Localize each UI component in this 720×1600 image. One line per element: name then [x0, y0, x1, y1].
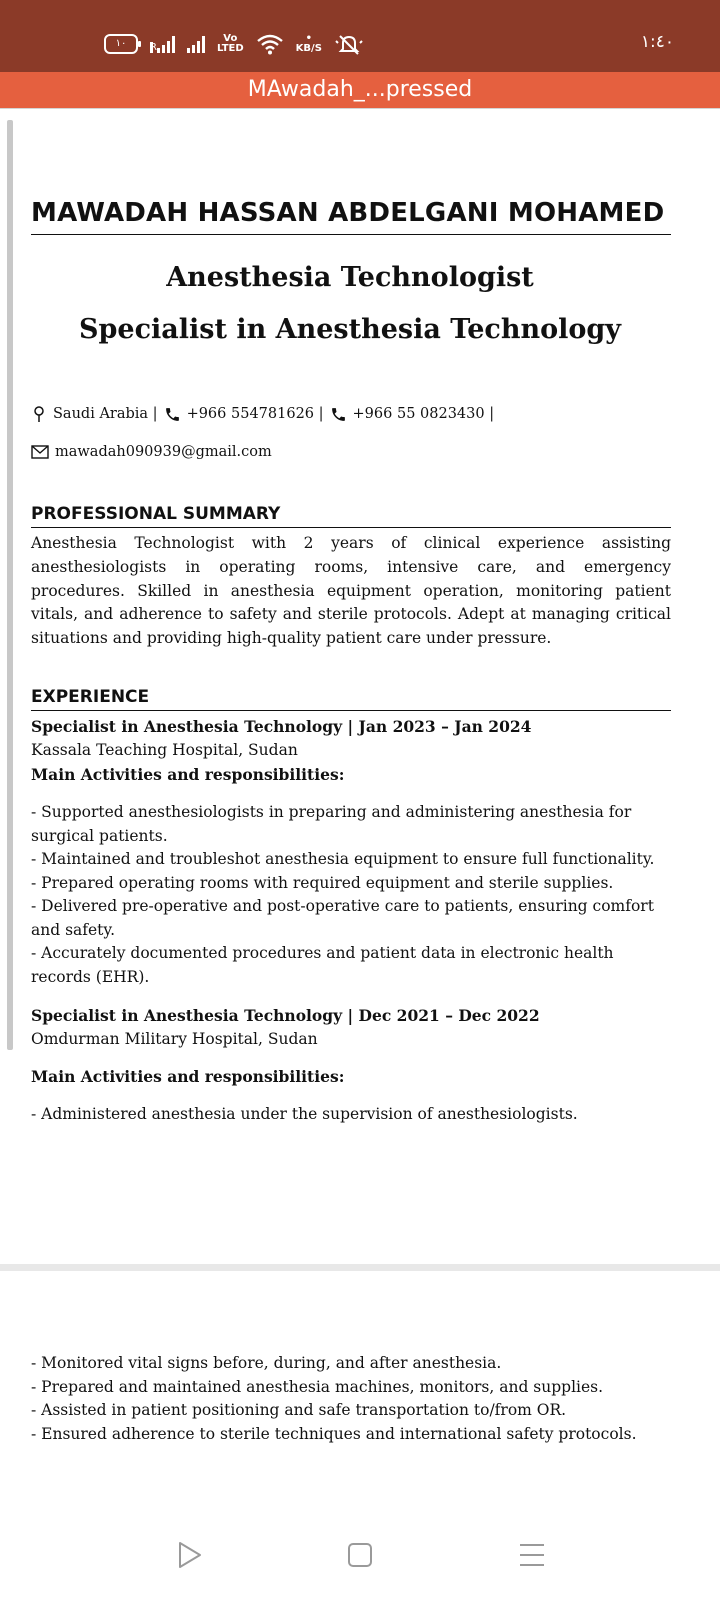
job-1-bullet: - Accurately documented procedures and patient data in electronic health records (EHR). — [31, 944, 614, 986]
phone-icon — [164, 406, 181, 423]
job-2-bullet: - Administered anesthesia under the supervision of anesthesiologists. — [31, 1105, 578, 1123]
battery-icon: ١٠ — [104, 34, 138, 54]
document-title-bar[interactable]: MAwadah_...pressed — [0, 72, 720, 109]
job-1-bullet: - Maintained and troubleshot anesthesia equipment to ensure full functionality. — [31, 850, 655, 868]
volte-bottom-text: LTED — [217, 43, 244, 54]
job-title-primary: Anesthesia Technologist — [166, 262, 534, 293]
status-bar — [0, 0, 720, 72]
home-square-icon — [347, 1542, 373, 1568]
job-1-activities-heading: Main Activities and responsibilities: — [31, 765, 345, 784]
back-button[interactable] — [170, 1535, 210, 1575]
page-break — [0, 1264, 720, 1271]
back-triangle-icon — [176, 1540, 204, 1570]
phone-2-text: +966 55 0823430 | — [352, 406, 495, 422]
job-2-bullet: - Monitored vital signs before, during, and after anesthesia. — [31, 1354, 502, 1372]
signal-strength-icon — [150, 35, 175, 53]
speed-unit-text: KB/S — [295, 43, 322, 54]
job-2-bullet: - Prepared and maintained anesthesia machines, monitors, and supplies. — [31, 1378, 604, 1396]
location-text: Saudi Arabia | — [53, 406, 158, 422]
home-button[interactable] — [340, 1535, 380, 1575]
signal-strength-2-icon — [187, 35, 205, 53]
job-2-place: Omdurman Military Hospital, Sudan — [31, 1030, 318, 1048]
summary-text: Anesthesia Technologist with 2 years of clinical experience assisting anesthesiologists in operating rooms, intensive care, and emergency procedures. Skilled in anesthesia equipment operation, monitoring patient vitals, and adherence to safety and sterile protocols. Adept at managing critical situations and providing high-quality patient care under pressure. — [31, 534, 671, 648]
resume-name: MAWADAH HASSAN ABDELGANI MOHAMED — [31, 198, 671, 235]
job-1-bullet: - Supported anesthesiologists in preparing and administering anesthesia for surgical patients. — [31, 803, 632, 845]
volte-top-text: Vo — [223, 33, 238, 44]
roaming-label: R — [150, 42, 157, 53]
email-icon — [31, 445, 49, 459]
wifi-icon — [256, 33, 284, 55]
menu-lines-icon — [518, 1542, 546, 1568]
job-title-secondary: Specialist in Anesthesia Technology — [79, 314, 621, 345]
summary-heading: PROFESSIONAL SUMMARY — [31, 504, 671, 528]
job-1-bullet: - Delivered pre-operative and post-operative care to patients, ensuring comfort and safety. — [31, 897, 654, 939]
navigation-bar — [0, 1535, 720, 1575]
email-line — [31, 444, 671, 460]
job-2-bullet: - Ensured adherence to sterile techniques and international safety protocols. — [31, 1425, 637, 1443]
volte-icon — [217, 34, 244, 54]
mute-notification-icon — [334, 33, 364, 55]
scrollbar[interactable] — [7, 120, 13, 1050]
experience-heading: EXPERIENCE — [31, 687, 671, 711]
status-icons — [104, 30, 364, 58]
email-text: mawadah090939@gmail.com — [55, 444, 272, 460]
job-1-title: Specialist in Anesthesia Technology | Jan 2023 – Jan 2024 — [31, 717, 532, 736]
speed-dot: • — [305, 33, 312, 44]
job-1-place: Kassala Teaching Hospital, Sudan — [31, 741, 298, 759]
job-1-bullet: - Prepared operating rooms with required equipment and sterile supplies. — [31, 874, 614, 892]
job-2-bullet: - Assisted in patient positioning and safe transportation to/from OR. — [31, 1401, 567, 1419]
network-speed-icon — [296, 34, 322, 54]
phone-icon — [330, 406, 347, 423]
job-2-activities-heading: Main Activities and responsibilities: — [31, 1067, 345, 1086]
menu-button[interactable] — [512, 1535, 552, 1575]
phone-1-text: +966 554781626 | — [186, 406, 324, 422]
job-2-title: Specialist in Anesthesia Technology | Dec 2021 – Dec 2022 — [31, 1006, 540, 1025]
contact-line — [31, 405, 671, 423]
location-pin-icon — [31, 405, 47, 423]
clock: ١:٤٠ — [640, 32, 674, 52]
